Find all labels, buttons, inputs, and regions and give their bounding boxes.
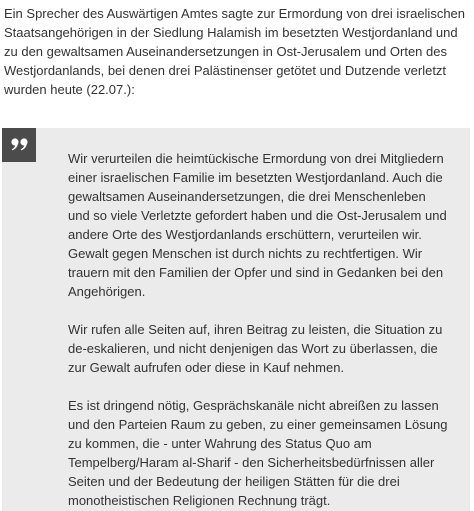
- quote-paragraph: Es ist dringend nötig, Gesprächskanäle nicht abreißen zu lassen und den Parteien Raum zu geben, zu einer gemeinsamen Lösung zu kommen, die - unter Wahrung des Status Quo am Tempelberg/Haram al-Sharif - den Sicherheitsbedürfnissen aller Seiten und der Bedeutung der heiligen Stätten für die drei monotheistischen Religionen Rechnung trägt.: [68, 398, 448, 508]
- quote-text: [68, 149, 448, 510]
- quote-paragraph: Wir verurteilen die heimtückische Ermordung von drei Mitgliedern einer israelischen Familie im besetzten Westjordanland. Auch die gewaltsamen Auseinandersetzungen, die drei Menschenleben und so viele Verletzte gefordert haben und die Ost-Jerusalem und andere Orte des Westjordanlands erschüttern, verurteilen wir. Gewalt gegen Menschen ist durch nichts zu rechtfertigen. Wir trauern mit den Familien der Opfer und sind in Gedanken bei den Angehörigen.: [68, 151, 447, 299]
- quote-paragraph: Wir rufen alle Seiten auf, ihren Beitrag zu leisten, die Situation zu de-eskalieren, und nicht denjenigen das Wort zu überlassen, die zur Gewalt aufrufen oder diese in Kauf nehmen.: [68, 322, 443, 375]
- intro-paragraph: Ein Sprecher des Auswärtigen Amtes sagte zur Ermordung von drei israelischen Staatsangehörigen in der Siedlung Halamish im besetzten Westjordanland und zu den gewaltsamen Auseinandersetzungen in Ost-Jerusalem und Orten des Westjordanlands, bei denen drei Palästinenser getötet und Dutzende verletzt wurden heute (22.07.):: [4, 6, 466, 97]
- quotation-mark-icon: [2, 128, 36, 162]
